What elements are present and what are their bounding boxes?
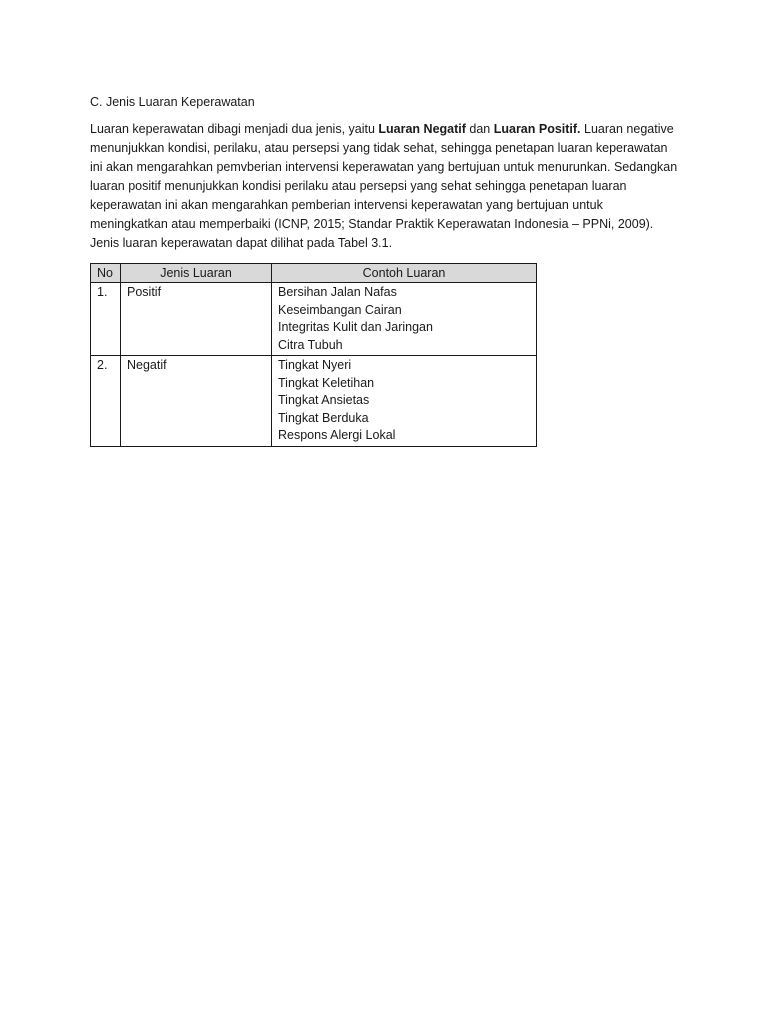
example-item: Integritas Kulit dan Jaringan <box>278 320 433 334</box>
table-header-row <box>91 264 537 283</box>
body-paragraph <box>90 120 680 253</box>
paragraph-text-1: Luaran keperawatan dibagi menjadi dua jenis, yaitu <box>90 122 379 136</box>
table-row <box>91 283 537 356</box>
document-page <box>90 94 680 447</box>
example-item: Tingkat Nyeri <box>278 358 352 372</box>
table-row <box>91 356 537 447</box>
cell-contoh <box>272 356 537 447</box>
example-item: Bersihan Jalan Nafas <box>278 285 397 299</box>
cell-no: 2. <box>91 356 121 447</box>
example-item: Tingkat Berduka <box>278 410 369 425</box>
header-contoh-luaran: Contoh Luaran <box>272 264 537 283</box>
paragraph-text-2: dan <box>465 122 494 136</box>
header-jenis-luaran: Jenis Luaran <box>121 264 272 283</box>
cell-contoh <box>272 283 537 356</box>
paragraph-text-3: Luaran negative menunjukkan kondisi, perilaku, atau persepsi yang tidak sehat, sehingga penetapan luaran keperawatan ini akan mengarahkan pemvberian intervensi keperawatan yang bertujuan untuk menurunkan. Sedangkan luaran positif menunjukkan kondisi perilaku atau persepsi yang sehat sehingga penetapan luaran keperawatan ini akan mengarahkan pemberian intervensi keperawatan yang bertujuan untuk meningkatkan atau memperbaiki (ICNP, 2015; Standar Praktik Keperawatan Indonesia – PPNi, 2009). Jenis luaran keperawatan dapat dilihat pada Tabel 3.1. <box>90 122 678 250</box>
bold-term-negatif: Luaran Negatif <box>378 122 466 136</box>
cell-jenis: Negatif <box>121 356 272 447</box>
example-item: Tingkat Ansietas <box>278 393 370 407</box>
outcomes-table <box>90 263 537 447</box>
cell-no: 1. <box>91 283 121 356</box>
example-item: Citra Tubuh <box>278 337 343 352</box>
cell-jenis: Positif <box>121 283 272 356</box>
header-no: No <box>91 264 121 283</box>
bold-term-positif: Luaran Positif. <box>493 122 581 136</box>
example-item: Respons Alergi Lokal <box>278 428 396 442</box>
section-heading: C. Jenis Luaran Keperawatan <box>90 95 255 109</box>
example-item: Tingkat Keletihan <box>278 375 375 390</box>
example-item: Keseimbangan Cairan <box>278 302 402 317</box>
